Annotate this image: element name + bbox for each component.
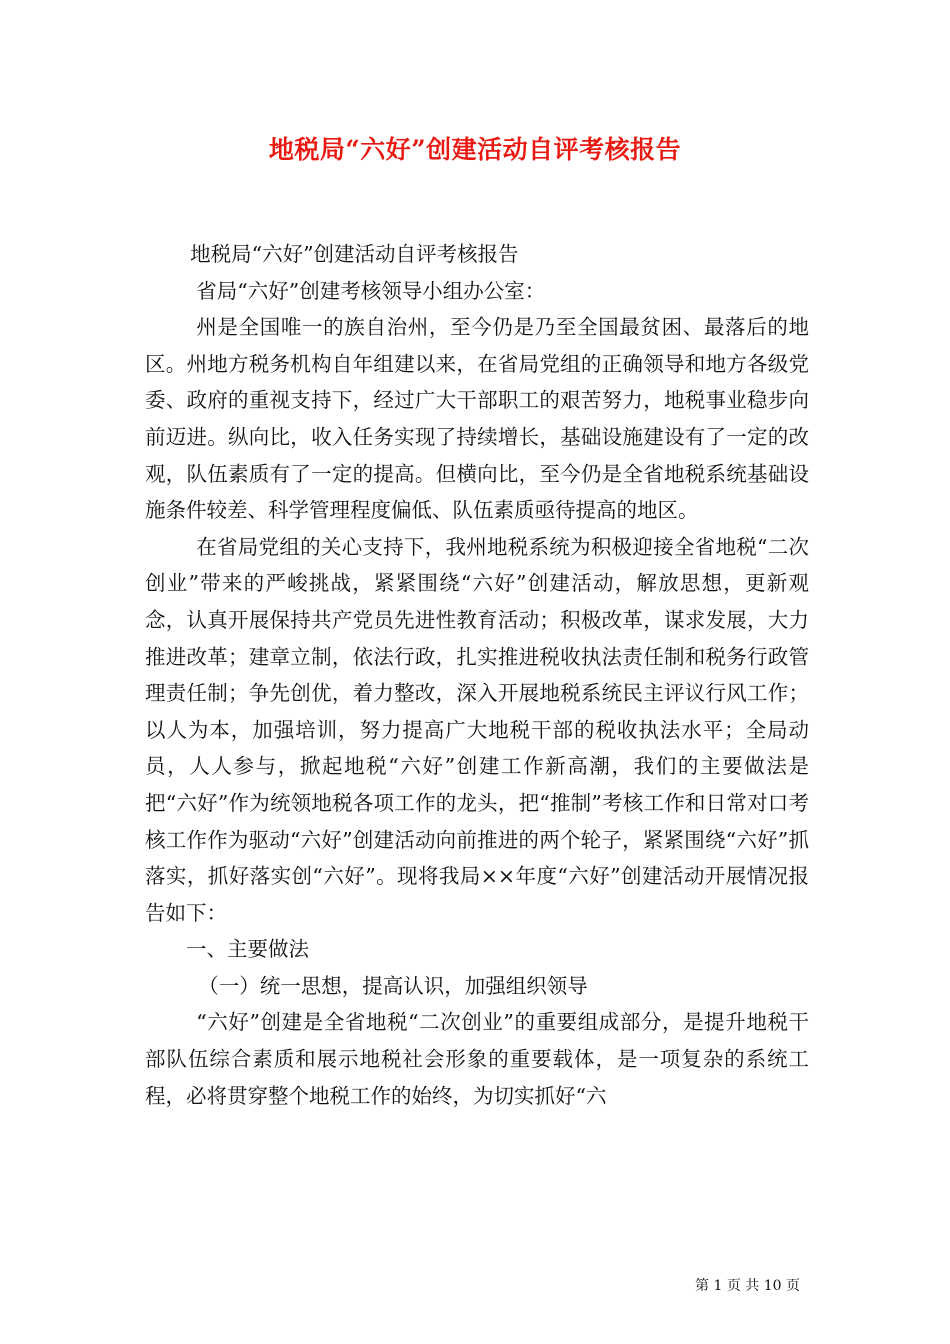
section-heading-1: 一、主要做法 bbox=[186, 937, 309, 962]
document-body bbox=[145, 236, 809, 1114]
paragraph-intro: 州是全国唯一的族自治州，至今仍是乃至全国最贫困、最落后的地区。州地方税务机构自年组建以来，在省局党组的正确领导和地方各级党委、政府的重视支持下，经过广大干部职工的艰苦努力，地税事业稳步向前迈进。纵向比，收入任务实现了持续增长，基础设施建设有了一定的改观，队伍素质有了一定的提高。但横向比，至今仍是全省地税系统基础设施条件较差、科学管理程度偏低、队伍素质亟待提高的地区。 bbox=[145, 315, 809, 523]
document-title: 地税局“六好”创建活动自评考核报告 bbox=[268, 135, 682, 164]
page-footer: 第 1 页 共 10 页 bbox=[695, 1278, 800, 1294]
paragraph-six-good: “六好”创建是全省地税“二次创业”的重要组成部分，是提升地税干部队伍综合素质和展示地税社会形象的重要载体，是一项复杂的系统工程，必将贯穿整个地税工作的始终，为切实抓好“六 bbox=[145, 1010, 809, 1108]
paragraph-main-approach: 在省局党组的关心支持下，我州地税系统为积极迎接全省地税“二次创业”带来的严峻挑战，紧紧围绕“六好”创建活动，解放思想，更新观念，认真开展保持共产党员先进性教育活动；积极改革，谋求发展，大力推进改革；建章立制，依法行政，扎实推进税收执法责任制和税务行政管理责任制；争先创优，着力整改，深入开展地税系统民主评议行风工作；以人为本，加强培训，努力提高广大地税干部的税收执法水平；全局动员，人人参与，掀起地税“六好”创建工作新高潮，我们的主要做法是把“六好”作为统领地税各项工作的龙头，把“推制”考核工作和日常对口考核工作作为驱动“六好”创建活动向前推进的两个轮子，紧紧围绕“六好”抓落实，抓好落实创“六好”。现将我局××年度“六好”创建活动开展情况报告如下： bbox=[145, 534, 809, 925]
subsection-heading-1: （一）统一思想，提高认识，加强组织领导 bbox=[198, 973, 588, 998]
paragraph-salutation: 省局“六好”创建考核领导小组办公室： bbox=[196, 278, 546, 303]
paragraph-heading-repeat: 地税局“六好”创建活动自评考核报告 bbox=[190, 242, 519, 266]
